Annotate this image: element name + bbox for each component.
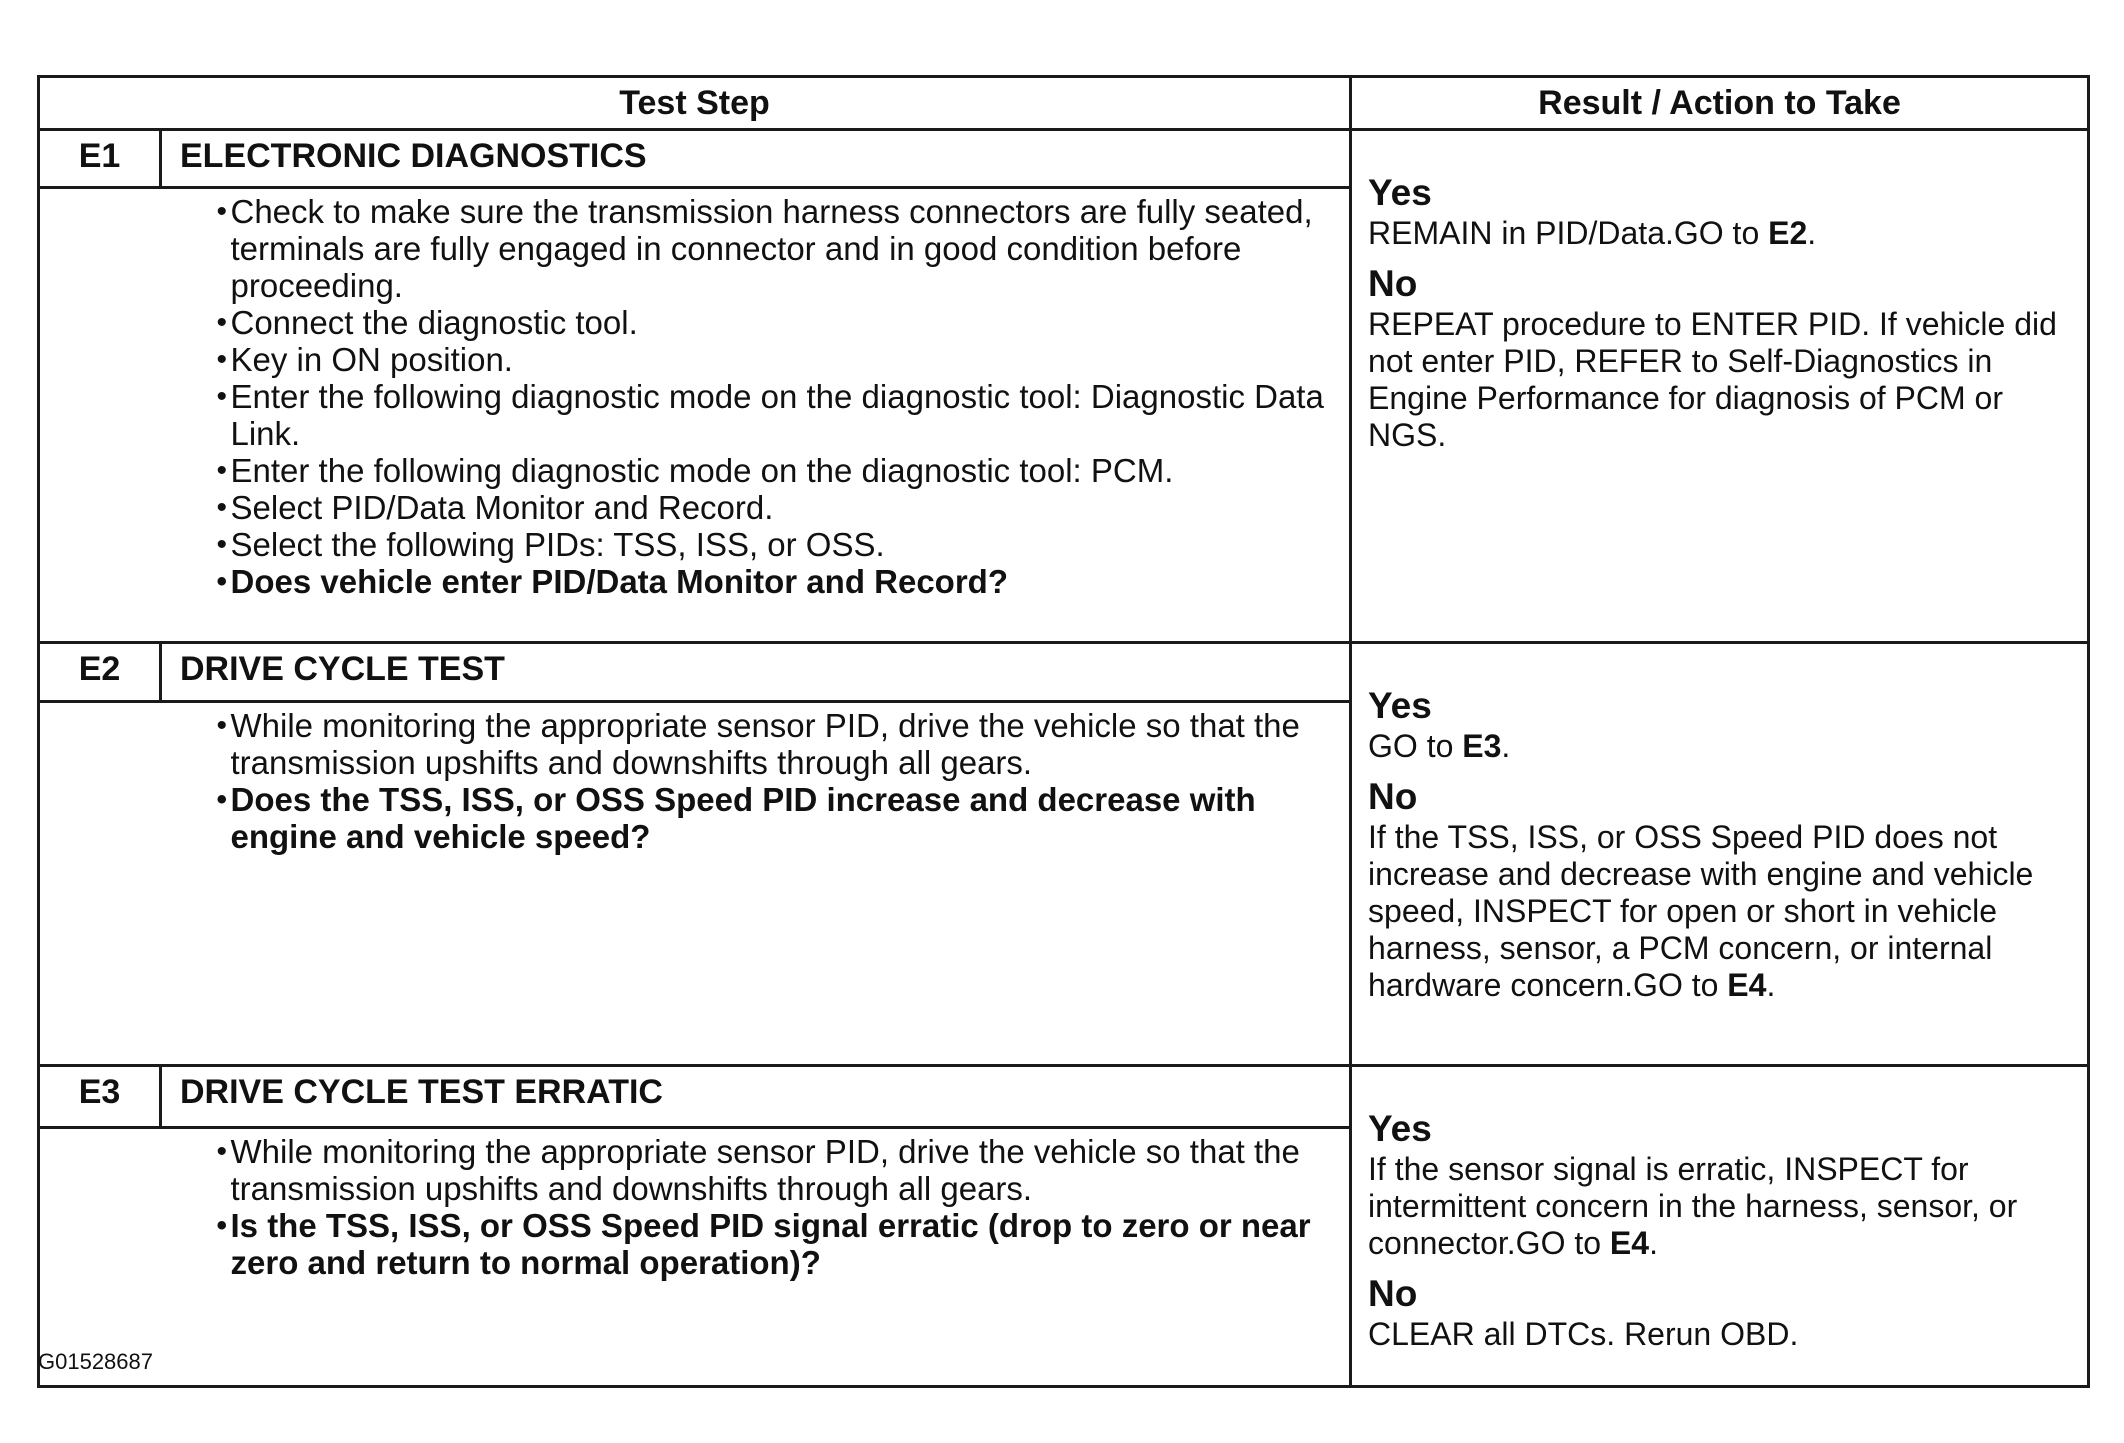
bullet-item: • Key in ON position. [161, 341, 1330, 378]
step-reference: E4 [1727, 967, 1767, 1003]
no-label: No [1368, 1273, 1418, 1314]
step-instructions [161, 187, 1351, 642]
step-reference: E3 [1462, 728, 1502, 764]
no-action: CLEAR all DTCs. Rerun OBD. [1368, 1316, 1799, 1352]
bullet-item: • Select the following PIDs: TSS, ISS, or OSS. [161, 526, 1330, 563]
step-title-row [39, 643, 2089, 702]
step-instructions [161, 1127, 1351, 1386]
bullet-list [161, 193, 1330, 600]
bullet-item: • Select PID/Data Monitor and Record. [161, 489, 1330, 526]
bullet-item: • While monitoring the appropriate sensor PID, drive the vehicle so that the transmission upshifts and downshifts through all gears. [161, 707, 1330, 781]
yes-action: If the sensor signal is erratic, INSPECT for intermittent concern in the harness, sensor, or connector.GO to E4. [1368, 1151, 2018, 1261]
yes-label: Yes [1368, 685, 1432, 726]
step-title: DRIVE CYCLE TEST [161, 643, 1351, 702]
step-id-spacer [39, 1127, 161, 1386]
result-cell [1351, 130, 2089, 643]
step-question: • Does the TSS, ISS, or OSS Speed PID increase and decrease with engine and vehicle speed? [161, 781, 1330, 855]
step-id: E2 [39, 643, 161, 702]
yes-action: GO to E3. [1368, 728, 1511, 764]
step-id-spacer [39, 187, 161, 642]
step-reference: E4 [1609, 1225, 1650, 1261]
no-label: No [1368, 263, 1418, 304]
diagnostic-table [37, 75, 2090, 1388]
bullet-item: • Enter the following diagnostic mode on the diagnostic tool: Diagnostic Data Link. [161, 378, 1330, 452]
bullet-list [161, 1133, 1330, 1281]
result-action-header: Result / Action to Take [1351, 77, 2089, 130]
step-title: ELECTRONIC DIAGNOSTICS [161, 130, 1351, 188]
yes-label: Yes [1368, 172, 1432, 213]
result-cell [1351, 1066, 2089, 1387]
step-instructions [161, 702, 1351, 1066]
result-cell [1351, 643, 2089, 1066]
no-action: REPEAT procedure to ENTER PID. If vehicle did not enter PID, REFER to Self-Diagnostics in Engine Performance for diagnosis of PCM or NGS. [1368, 306, 2057, 453]
bullet-list [161, 707, 1330, 855]
no-label: No [1368, 776, 1418, 817]
step-title-row [39, 130, 2089, 188]
bullet-item: • Enter the following diagnostic mode on the diagnostic tool: PCM. [161, 452, 1330, 489]
step-title-row [39, 1066, 2089, 1128]
step-title: DRIVE CYCLE TEST ERRATIC [161, 1066, 1351, 1128]
step-question: • Does vehicle enter PID/Data Monitor and Record? [161, 563, 1330, 600]
header-row [39, 77, 2089, 130]
step-question: • Is the TSS, ISS, or OSS Speed PID signal erratic (drop to zero or near zero and return to normal operation)? [161, 1207, 1330, 1281]
bullet-item: • Check to make sure the transmission harness connectors are fully seated, terminals are fully engaged in connector and in good condition before proceeding. [161, 193, 1330, 304]
bullet-item: • Connect the diagnostic tool. [161, 304, 1330, 341]
no-action: If the TSS, ISS, or OSS Speed PID does not increase and decrease with engine and vehicle speed, INSPECT for open or short in vehicle harness, sensor, a PCM concern, or internal hardware concern.GO to E4. [1368, 819, 2034, 1003]
yes-action: REMAIN in PID/Data.GO to E2. [1368, 215, 1817, 251]
yes-label: Yes [1368, 1108, 1432, 1149]
step-id: E1 [39, 130, 161, 188]
step-id-spacer [39, 702, 161, 1066]
bullet-item: • While monitoring the appropriate sensor PID, drive the vehicle so that the transmission upshifts and downshifts through all gears. [161, 1133, 1330, 1207]
test-step-header: Test Step [39, 77, 1351, 130]
figure-id: G01528687 [38, 1349, 153, 1374]
step-id: E3 [39, 1066, 161, 1128]
step-reference: E2 [1768, 215, 1808, 251]
